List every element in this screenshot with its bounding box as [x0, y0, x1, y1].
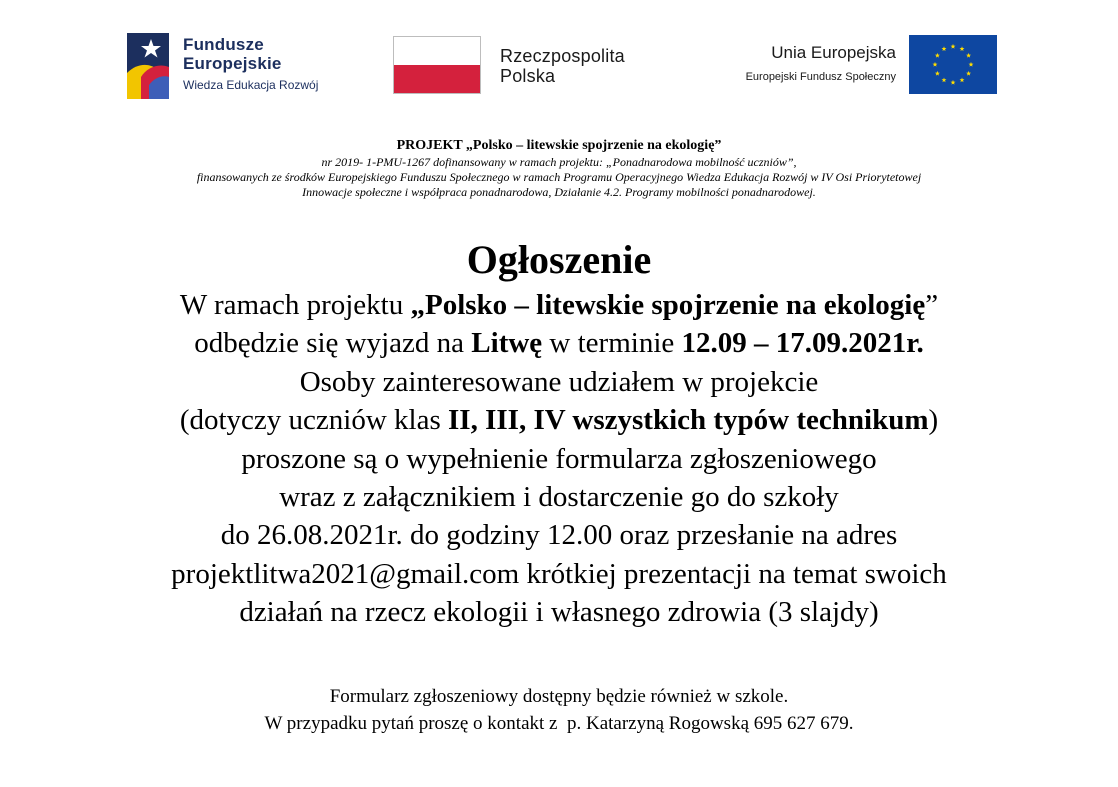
announcement-title: Ogłoszenie	[466, 237, 652, 282]
fundusze-europejskie-logo	[127, 33, 169, 99]
project-header	[0, 137, 1118, 200]
announcement-line-7: do 26.08.2021r. do godziny 12.00 oraz przesłanie na adres	[220, 519, 898, 552]
rp-line2: Polska	[500, 66, 556, 86]
rp-line1: Rzeczpospolita	[500, 46, 625, 66]
announcement	[0, 234, 1118, 632]
project-line-1: nr 2019- 1-PMU-1267 dofinansowany w ramach projektu: „Ponadnarodowa mobilność uczniów”,	[321, 155, 797, 169]
classes-bold: II, III, IV wszystkich typów technikum	[448, 404, 929, 437]
dates-bold: 12.09 – 17.09.2021r.	[681, 327, 924, 360]
announcement-line-9: działań na rzecz ekologii i własnego zdrowia (3 slajdy)	[239, 596, 879, 629]
line1-text: W ramach projektu	[179, 289, 411, 321]
announcement-line-6: wraz z załącznikiem i dostarczenie go do szkoły	[279, 481, 839, 514]
polish-flag-icon	[393, 36, 481, 94]
fe-line3: Wiedza Edukacja Rozwój	[183, 78, 319, 92]
project-title: PROJEKT „Polsko – litewskie spojrzenie na ekologię”	[396, 138, 722, 153]
announcement-line-8: projektlitwa2021@gmail.com krótkiej prezentacji na temat swoich	[171, 557, 947, 590]
project-line-2: finansowanych ze środków Europejskiego Funduszu Społecznego w ramach Programu Operacyjnego Wiedza Edukacja Rozwój w IV Osi Priorytetowej	[196, 170, 922, 184]
logo-bar	[0, 0, 1118, 120]
ue-line1: Unia Europejska	[771, 43, 896, 62]
ue-line2: Europejski Fundusz Społeczny	[745, 71, 896, 83]
line1-close-quote: ”	[925, 289, 939, 321]
line4-text-a: (dotyczy uczniów klas	[179, 404, 449, 437]
project-line-3: Innowacje społeczne i współpraca ponadnarodowa, Działanie 4.2. Programy mobilności ponadnarodowej.	[302, 185, 816, 199]
project-name-bold: „Polsko – litewskie spojrzenie na ekologię	[410, 289, 926, 321]
announcement-line-5: proszone są o wypełnienie formularza zgłoszeniowego	[241, 442, 877, 475]
fundusze-europejskie-text	[183, 35, 318, 93]
footer-line-1: Formularz zgłoszeniowy dostępny będzie również w szkole.	[329, 686, 789, 707]
destination-bold: Litwę	[471, 327, 543, 360]
line2-text-c: w terminie	[542, 327, 682, 360]
announcement-line-4	[0, 401, 1118, 439]
footer-line-2: W przypadku pytań proszę o kontakt z p. Katarzyną Rogowską 695 627 679.	[264, 713, 854, 734]
fe-line1: Fundusze	[183, 35, 264, 54]
line2-text-a: odbędzie się wyjazd na	[194, 327, 472, 360]
announcement-line-2	[0, 324, 1118, 362]
eu-flag-icon	[909, 35, 997, 94]
announcement-line-3: Osoby zainteresowane udziałem w projekcie	[299, 365, 819, 398]
footer	[0, 683, 1118, 737]
fe-line2: Europejskie	[183, 54, 282, 73]
rzeczpospolita-polska-text	[500, 46, 625, 86]
line4-text-c: )	[928, 404, 939, 437]
unia-europejska-text	[746, 43, 896, 85]
announcement-line-1	[0, 286, 1118, 324]
